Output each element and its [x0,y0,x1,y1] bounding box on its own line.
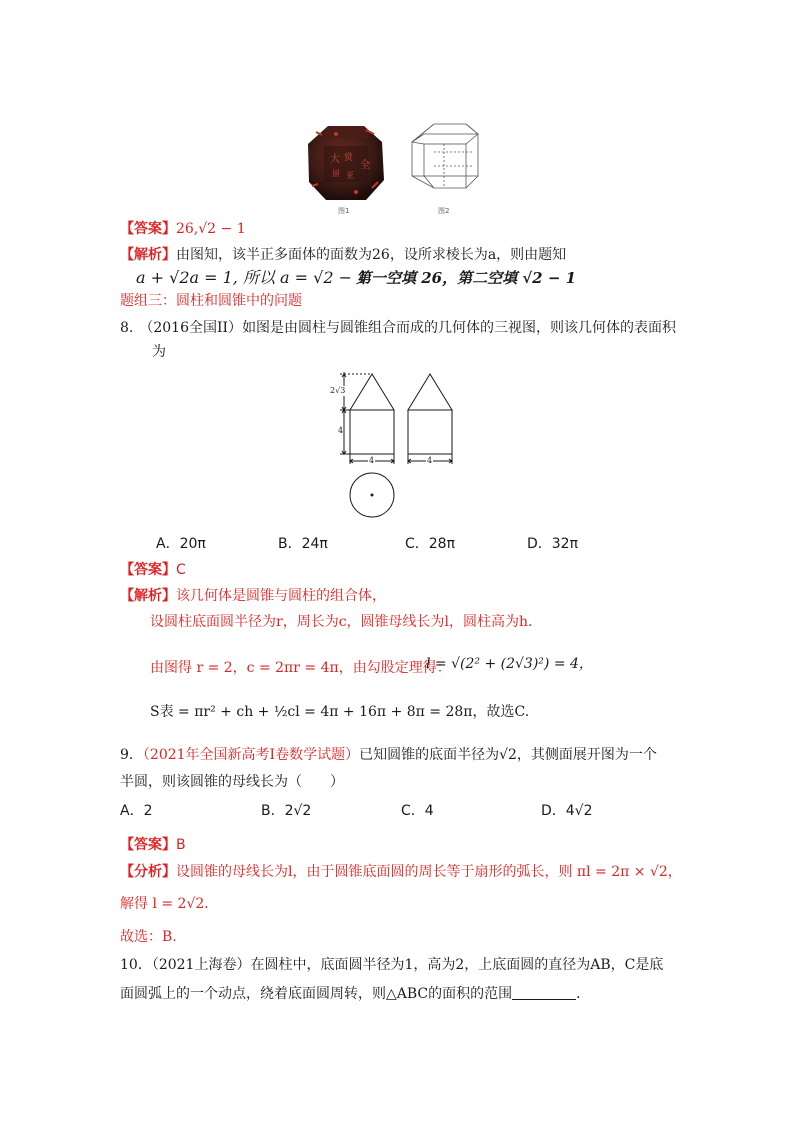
q8-analysis-4: S表 = πr² + ch + ½cl = 4π + 16π + 8π = 28π，故选C. [150,704,530,720]
q7-answer [120,219,246,239]
question-number: 10． [120,957,152,973]
analysis-tag: 【解析】 [120,247,176,263]
q9-final: 故选：B. [120,929,177,945]
answer-tag: 【答案】 [120,221,176,237]
question-source: （2016全国II） [139,320,243,336]
option-a[interactable]: A．2 [120,803,153,819]
q8-analysis-3b: l = √(2² + (2√3)²) = 4， [426,656,593,672]
three-view-figure [332,368,472,528]
q9-stem-line2: 半圆，则该圆锥的母线长为（ ） [120,774,344,790]
q7-formula [136,268,367,288]
question-source: （2021上海卷） [151,957,251,973]
option-c[interactable]: C．4 [401,803,434,819]
q8-stem-line2: 为 [152,344,166,360]
question-end: ． [576,986,591,1002]
figure-caption-1: 图1 [338,207,350,215]
cone-height-label: 2√3 [330,386,346,395]
answer-value: 26,√2 − 1 [176,221,246,237]
conclusion: 第一空填 26，第二空填 √2 − 1 [356,269,577,287]
three-view-drawing [332,368,472,528]
q10-stem [120,955,663,975]
question-text: 已知圆锥的底面半径为√2，其侧面展开图为一个 [359,747,657,763]
svg-text:大: 大 [330,154,340,165]
front-width-label: 4 [369,456,375,465]
q9-answer [120,835,186,855]
polyhedron-drawing [404,122,488,204]
q9-analysis-1 [120,862,682,882]
analysis-tag: 【解析】 [120,588,176,604]
answer-tag: 【答案】 [120,837,176,853]
analysis-text: 由图知，该半正多面体的面数为26，设所求棱长为a，则由题知 [176,247,567,263]
q9-stem [120,745,657,765]
analysis-text: 该几何体是圆锥与圆柱的组合体， [176,588,386,604]
answer-value: C [176,562,186,578]
svg-text:全: 全 [360,160,370,171]
answer-tag: 【答案】 [120,562,176,578]
q8-analysis-1 [120,586,386,606]
q9-analysis-2: 解得 l = 2√2． [120,896,219,912]
option-b[interactable]: B．24π [278,536,328,552]
q7-analysis [120,245,566,265]
question-text: 面圆弧上的一个动点，绕着底面圆周转，则△ABC的面积的范围 [120,986,513,1002]
q8-answer [120,560,186,580]
answer-value: B [176,837,186,853]
option-b[interactable]: B．2√2 [261,803,312,819]
q8-analysis-3a: 由图得 r = 2，c = 2πr = 4π，由勾股定理得： [150,660,451,676]
polyhedron-figure [404,122,488,204]
group-title: 题组三：圆柱和圆锥中的问题 [120,293,302,309]
option-d[interactable]: D．32π [527,536,579,552]
question-number: 8. [120,320,134,336]
q8-stem [120,318,676,338]
figure-caption-2: 图2 [438,207,450,215]
svg-text:亚: 亚 [346,171,354,180]
seal-photo [306,122,386,204]
q7-conclusion [356,268,576,288]
question-number: 9． [120,747,143,763]
seal-figure [306,122,386,204]
q8-analysis-2: 设圆柱底面圆半径为r，周长为c，圆锥母线长为l，圆柱高为h． [150,614,543,630]
svg-text:赏: 赏 [344,153,354,163]
formula: a + √2a = 1, 所以 a = √2 − 1 [136,268,368,287]
q10-stem-line2 [120,984,590,1004]
question-text: 在圆柱中，底面圆半径为1，高为2，上底面圆的直径为AB，C是底 [250,957,664,973]
option-d[interactable]: D．4√2 [541,803,593,819]
answer-blank[interactable] [512,985,576,1000]
option-c[interactable]: C．28π [405,536,456,552]
svg-text:留: 留 [332,169,340,178]
analysis-text: 设圆锥的母线长为l，由于圆锥底面圆的周长等于扇形的弧长，则 πl = 2π × √2， [176,864,682,880]
cylinder-height-label: 4 [338,426,344,435]
question-text: 如图是由圆柱与圆锥组合而成的几何体的三视图，则该几何体的表面积 [242,320,677,336]
option-a[interactable]: A．20π [156,536,206,552]
side-width-label: 4 [427,456,433,465]
analysis-tag: 【分析】 [120,864,176,880]
question-source: （2021年全国新高考Ⅰ卷数学试题） [142,747,360,763]
